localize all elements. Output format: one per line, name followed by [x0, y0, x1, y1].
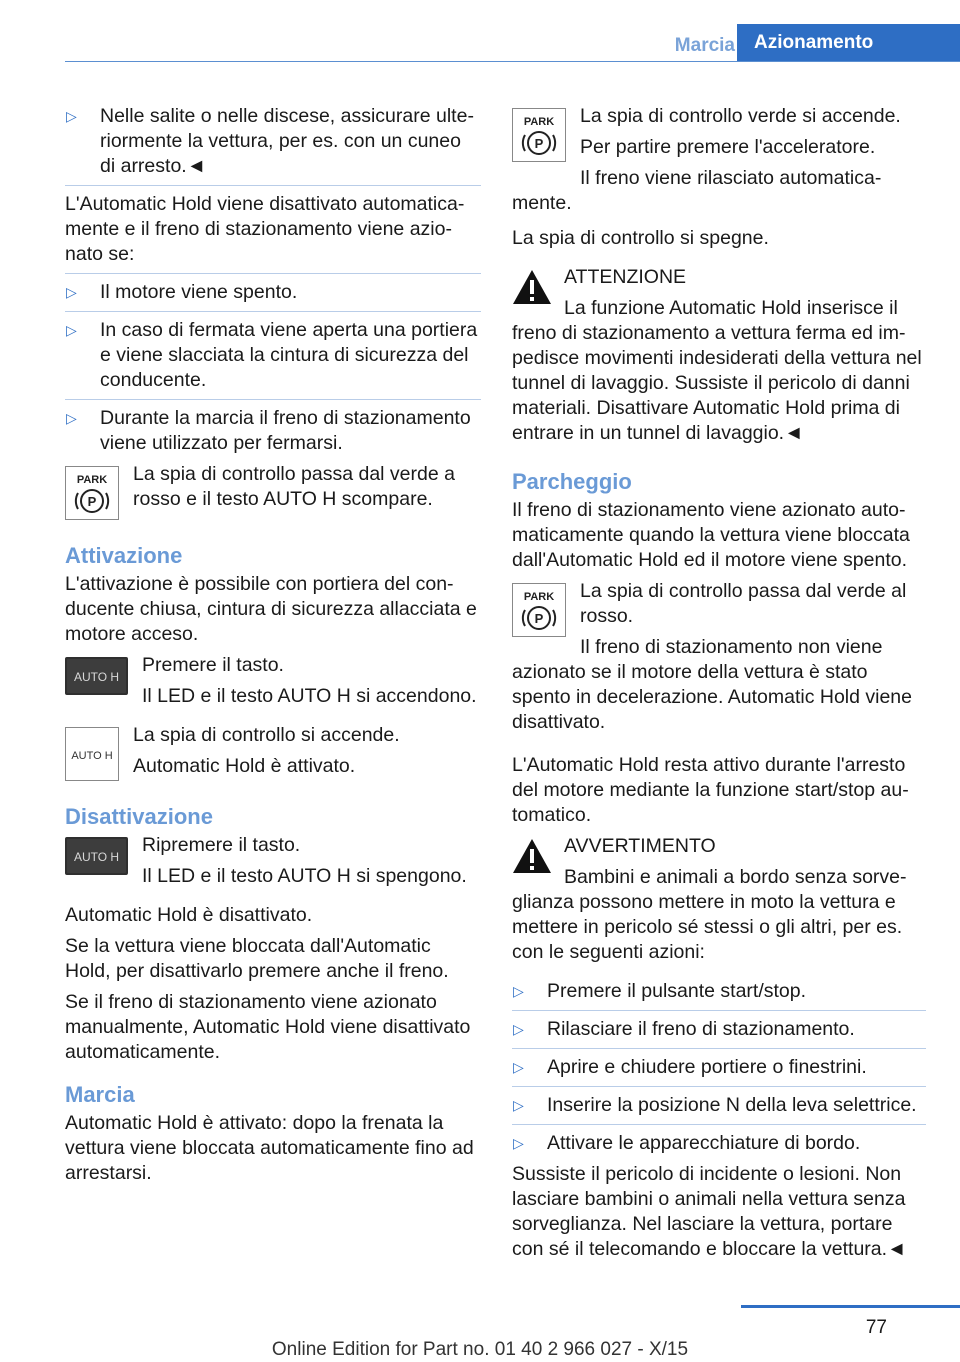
- divider: [65, 273, 481, 274]
- divider: [512, 1048, 926, 1049]
- footer-rule: [741, 1305, 960, 1308]
- bullet-icon: ▷: [513, 1135, 524, 1151]
- warning-triangle-icon: [512, 269, 552, 305]
- auto-h-button-icon: [65, 837, 128, 875]
- paragraph: Per partire premere l'acceleratore.: [580, 136, 876, 158]
- divider: [512, 1010, 926, 1011]
- paragraph: La spia di controllo si spegne.: [512, 227, 769, 249]
- bullet-icon: ▷: [513, 983, 524, 999]
- svg-text:AUTO H: AUTO H: [71, 750, 113, 762]
- paragraph: Il freno di stazionamento non viene azionato se il motore della vettura è stato spento in decelerazione. Automatic Hold viene disattivato.: [512, 636, 912, 733]
- auto-h-button-block: [65, 833, 481, 895]
- paragraph: La spia di controllo passa dal verde al rosso.: [580, 580, 907, 627]
- bullet-icon: ▷: [66, 410, 77, 426]
- warning-title: ATTENZIONE: [564, 266, 687, 288]
- auto-h-indicator-block: [65, 723, 481, 787]
- divider: [65, 399, 481, 400]
- list-item: ▷ Nelle salite o nelle discese, assicurare ulteriormente la vettura, per es. con un cuneo di arresto.◄: [66, 105, 474, 177]
- paragraph: Sussiste il pericolo di incidente o lesioni. Non lasciare bambini o animali nella vettura senza sorveglianza. Nel lasciare la vettura, portare con sé il telecomando e bloccare la vettura.◄: [512, 1163, 907, 1260]
- paragraph: Automatic Hold è attivato: dopo la frenata la vettura viene bloccata automaticamente fino ad arrestarsi.: [65, 1112, 474, 1184]
- svg-text:P: P: [534, 611, 544, 626]
- svg-text:AUTO H: AUTO H: [73, 850, 120, 864]
- left-column: [65, 104, 481, 1192]
- list-item: ▷ Attivare le apparecchiature di bordo.: [513, 1132, 861, 1154]
- list-item: ▷ In caso di fermata viene aperta una portiera e viene slacciata la cintura di sicurezza del conducente.: [66, 319, 478, 391]
- svg-text:PARK: PARK: [523, 116, 555, 128]
- svg-text:P: P: [87, 494, 97, 509]
- heading-disattivazione: Disattivazione: [65, 804, 213, 829]
- warning-text: La funzione Automatic Hold inserisce il freno di stazionamento a vettura ferma ed impedisce movimenti indesiderati della vettura nel tunnel di lavaggio. Sussiste il pericolo di danni materiali. Disattivare Automatic Hold prima di entrare in un tunnel di lavaggio.◄: [512, 297, 922, 444]
- paragraph: L'Automatic Hold resta attivo durante l'arresto del motore mediante la funzione start/stop automatico.: [512, 754, 909, 826]
- right-column: [512, 104, 926, 1268]
- paragraph: La spia di controllo passa dal verde a rosso e il testo AUTO H scompare.: [133, 463, 455, 510]
- divider: [65, 311, 481, 312]
- svg-text:P: P: [534, 136, 544, 151]
- list-item: ▷ Premere il pulsante start/stop.: [513, 980, 807, 1002]
- header-section: Marcia: [674, 35, 735, 56]
- list-item: ▷ Inserire la posizione N della leva selettrice.: [513, 1094, 917, 1116]
- header-chapter: Azionamento: [737, 24, 960, 61]
- auto-h-button-icon: [65, 657, 128, 695]
- paragraph: Automatic Hold è attivato.: [133, 755, 356, 777]
- park-indicator-block: [512, 104, 926, 222]
- bullet-icon: ▷: [66, 322, 77, 338]
- warning-text: Bambini e animali a bordo senza sorveglianza possono mettere in moto la vettura e mettere in pericolo sé stessi o gli altri, per es. con le seguenti azioni:: [512, 866, 907, 963]
- park-brake-icon: [512, 108, 566, 162]
- paragraph: Se la vettura viene bloccata dall'Automatic Hold, per disattivarlo premere anche il freno.: [65, 935, 449, 982]
- svg-text:PARK: PARK: [523, 591, 555, 603]
- paragraph: Il LED e il testo AUTO H si spengono.: [142, 865, 467, 887]
- list-item: ▷ Il motore viene spento.: [66, 281, 298, 303]
- list-item: ▷ Aprire e chiudere portiere o finestrini.: [513, 1056, 867, 1078]
- paragraph: Il LED e il testo AUTO H si accendono.: [142, 685, 477, 707]
- warning-title: AVVERTIMENTO: [564, 835, 716, 857]
- bullet-icon: ▷: [66, 108, 77, 124]
- paragraph: Il freno viene rilasciato automaticamente.: [512, 167, 882, 214]
- list-item: ▷ Rilasciare il freno di stazionamento.: [513, 1018, 855, 1040]
- park-indicator-block: [512, 579, 926, 741]
- park-indicator-block: [65, 462, 481, 526]
- page-number: 77: [865, 1317, 887, 1338]
- warning-block: [512, 265, 926, 452]
- warning-triangle-icon: [512, 838, 552, 874]
- paragraph: L'attivazione è possibile con portiera del conducente chiusa, cintura di sicurezza allacciata e motore acceso.: [65, 573, 477, 645]
- header-rule: [65, 61, 960, 62]
- bullet-icon: ▷: [513, 1021, 524, 1037]
- divider: [512, 1124, 926, 1125]
- paragraph: Automatic Hold è disattivato.: [65, 904, 313, 926]
- list-item: ▷ Durante la marcia il freno di stazionamento viene utilizzato per fermarsi.: [66, 407, 471, 454]
- paragraph: Premere il tasto.: [142, 654, 284, 676]
- park-brake-icon: [512, 583, 566, 637]
- bullet-icon: ▷: [513, 1059, 524, 1075]
- paragraph: Se il freno di stazionamento viene azionato manualmente, Automatic Hold viene disattivato automaticamente.: [65, 991, 471, 1063]
- paragraph: La spia di controllo si accende.: [133, 724, 400, 746]
- heading-attivazione: Attivazione: [65, 543, 183, 568]
- divider: [512, 1086, 926, 1087]
- paragraph: La spia di controllo verde si accende.: [580, 105, 901, 127]
- divider: [65, 185, 481, 186]
- paragraph: Ripremere il tasto.: [142, 834, 301, 856]
- edition-note: Online Edition for Part no. 01 40 2 966 027 - X/15: [271, 1339, 689, 1360]
- svg-text:PARK: PARK: [76, 474, 108, 486]
- svg-text:AUTO H: AUTO H: [73, 670, 120, 684]
- heading-marcia: Marcia: [65, 1082, 135, 1107]
- paragraph: L'Automatic Hold viene disattivato automaticamente e il freno di stazionamento viene azionato se:: [65, 193, 465, 265]
- warning-block: [512, 834, 926, 971]
- park-brake-icon: [65, 466, 119, 520]
- bullet-icon: ▷: [66, 284, 77, 300]
- paragraph: Il freno di stazionamento viene azionato automaticamente quando la vettura viene bloccata dall'Automatic Hold ed il motore viene spento.: [512, 499, 910, 571]
- auto-h-indicator-icon: [65, 727, 119, 781]
- auto-h-button-block: [65, 653, 481, 715]
- bullet-icon: ▷: [513, 1097, 524, 1113]
- heading-parcheggio: Parcheggio: [512, 469, 632, 494]
